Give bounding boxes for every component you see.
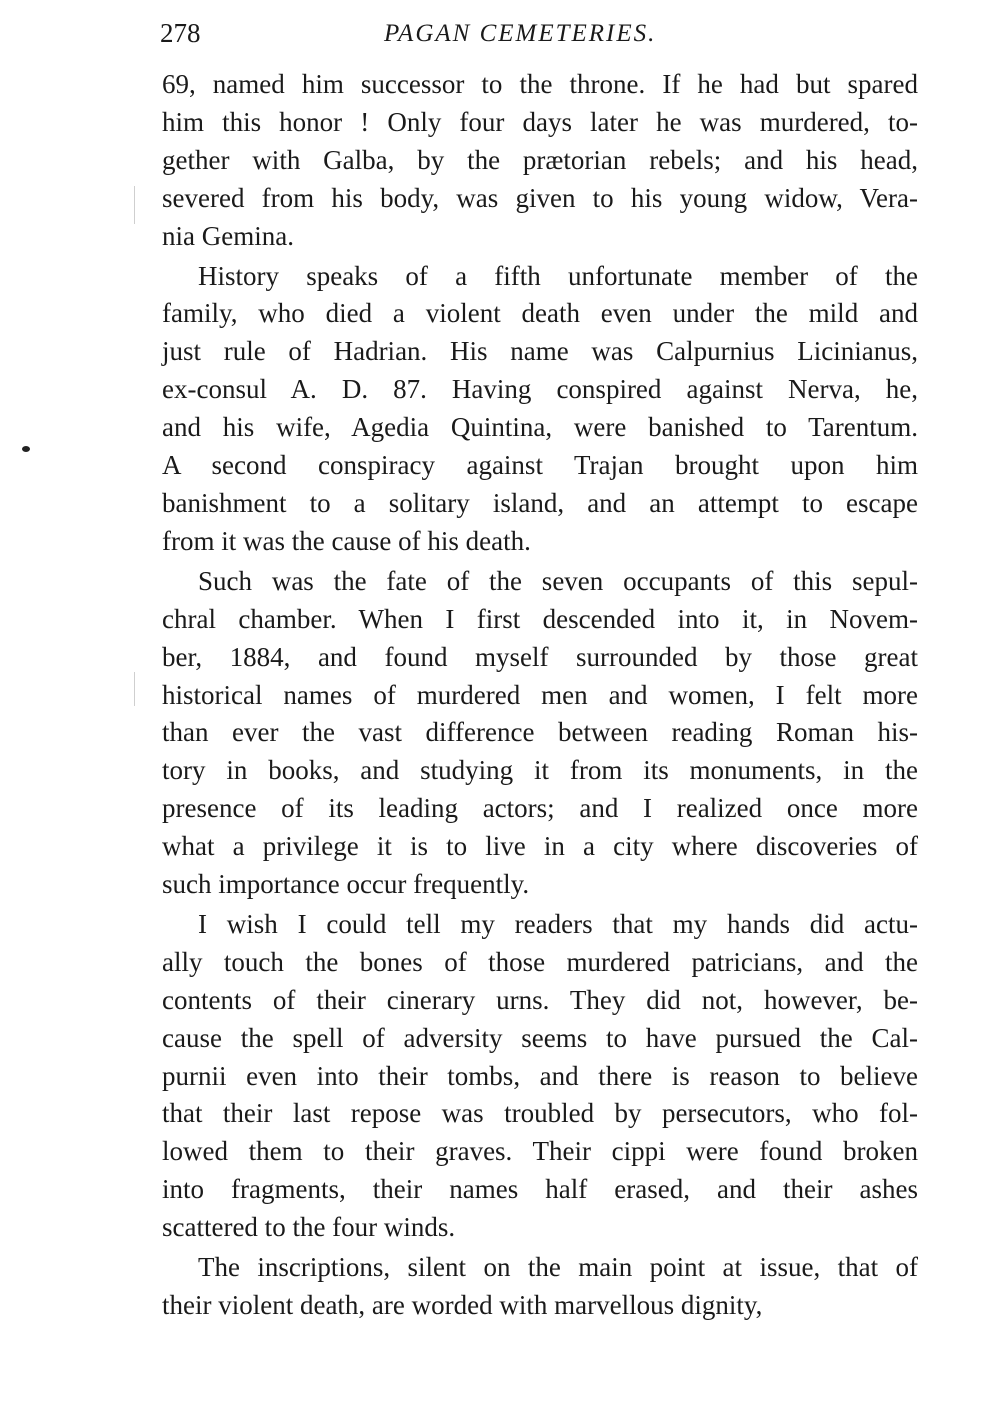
- margin-rule-lower: [134, 672, 135, 706]
- text-line: that their last repose was troubled by persecutors, who fol-: [162, 1098, 918, 1129]
- margin-rule-upper: [134, 186, 135, 224]
- text-line: cause the spell of adversity seems to have pursued the Cal-: [162, 1022, 918, 1053]
- text-line: The inscriptions, silent on the main point at issue, that of: [198, 1252, 918, 1283]
- text-line: I wish I could tell my readers that my hands did actu-: [198, 908, 918, 939]
- text-line: gether with Galba, by the prætorian rebels; and his head,: [162, 144, 918, 175]
- running-title: PAGAN CEMETERIES.: [384, 20, 657, 47]
- text-line: lowed them to their graves. Their cippi were found broken: [162, 1136, 918, 1167]
- text-line: what a privilege it is to live in a city where discoveries of: [162, 831, 918, 862]
- paragraph: [162, 258, 918, 561]
- text-line: History speaks of a fifth unfortunate member of the: [198, 260, 918, 291]
- text-line: scattered to the four winds.: [162, 1212, 456, 1243]
- text-line: ex-consul A. D. 87. Having conspired against Nerva, he,: [162, 374, 918, 405]
- margin-mark: [22, 446, 30, 452]
- text-line: such importance occur frequently.: [162, 869, 530, 900]
- text-line: severed from his body, was given to his young widow, Vera-: [162, 182, 918, 213]
- text-line: historical names of murdered men and women, I felt more: [162, 679, 918, 710]
- text-line: ber, 1884, and found myself surrounded by those great: [162, 641, 918, 672]
- text-line: A second conspiracy against Trajan brought upon him: [162, 450, 918, 481]
- text-line: presence of its leading actors; and I realized once more: [162, 793, 918, 824]
- text-line: and his wife, Agedia Quintina, were banished to Tarentum.: [162, 412, 918, 443]
- text-line: contents of their cinerary urns. They did not, however, be-: [162, 984, 918, 1015]
- paragraph: [162, 66, 918, 256]
- text-line: ally touch the bones of those murdered patricians, and the: [162, 946, 918, 977]
- page-number: 278: [160, 18, 201, 48]
- text-line: him this honor ! Only four days later he was murdered, to-: [162, 106, 918, 137]
- text-line: Such was the fate of the seven occupants of this sepul-: [198, 565, 918, 596]
- text-line: than ever the vast difference between reading Roman his-: [162, 717, 918, 748]
- text-line: 69, named him successor to the throne. If he had but spared: [162, 69, 918, 99]
- text-line: banishment to a solitary island, and an attempt to escape: [162, 487, 918, 518]
- text-line: family, who died a violent death even under the mild and: [162, 298, 918, 329]
- text-line: nia Gemina.: [162, 220, 294, 251]
- text-line: into fragments, their names half erased, and their ashes: [162, 1174, 918, 1205]
- text-line: their violent death, are worded with marvellous dignity,: [162, 1290, 763, 1320]
- text-line: tory in books, and studying it from its monuments, in the: [162, 755, 918, 786]
- paragraph: [162, 563, 918, 904]
- paragraph: [162, 906, 918, 1247]
- body-text: [162, 66, 918, 1327]
- text-line: just rule of Hadrian. His name was Calpurnius Licinianus,: [162, 336, 918, 367]
- paragraph: [162, 1249, 918, 1325]
- text-line: purnii even into their tombs, and there is reason to believe: [162, 1060, 918, 1091]
- text-line: from it was the cause of his death.: [162, 525, 531, 556]
- text-line: chral chamber. When I first descended into it, in Novem-: [162, 603, 918, 634]
